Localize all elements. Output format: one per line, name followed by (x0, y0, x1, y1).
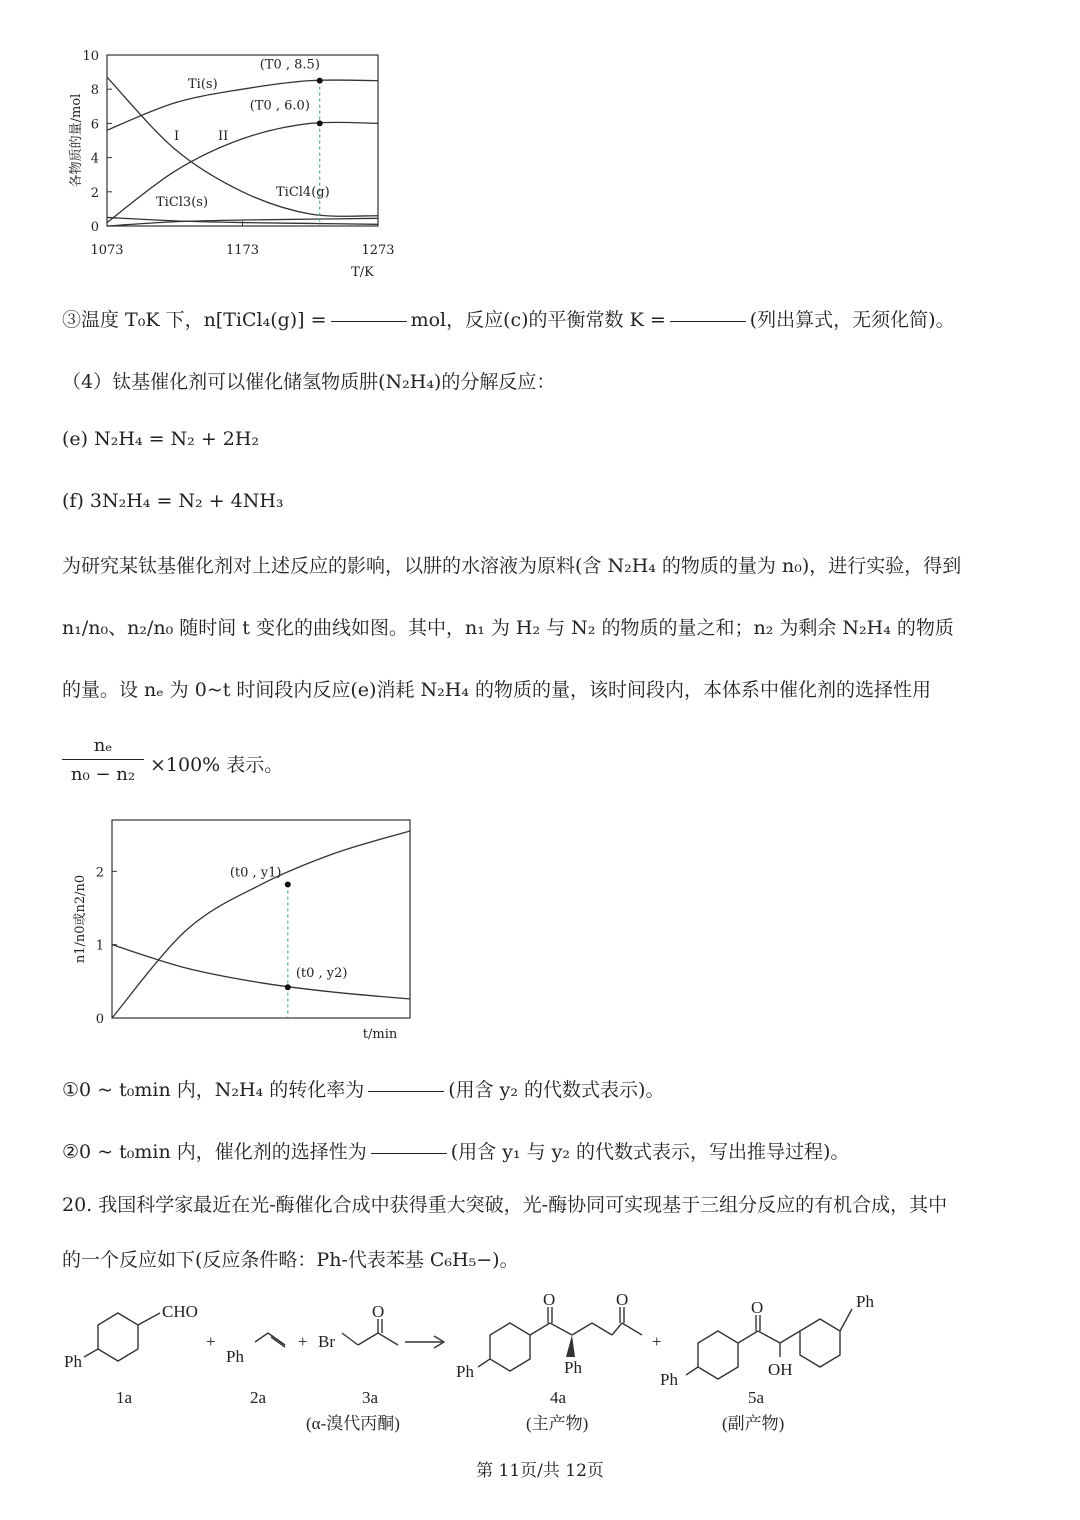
note-3a: (α-溴代丙酮) (306, 1414, 400, 1433)
y-axis-label: 各物质的量/mol (69, 93, 84, 188)
x-tick-label: 1073 (90, 243, 124, 258)
annotation: (T0 , 8.5) (259, 57, 320, 73)
s1-text: ①0 ~ t₀min 内，N₂H₄ 的转化率为 (62, 1079, 365, 1101)
reaction-scheme (0, 1285, 1080, 1445)
note-5a: (副产物) (722, 1414, 785, 1433)
benzene-ring-5a-right (800, 1319, 840, 1367)
q3-unit: mol，反应(c)的平衡常数 K = (410, 309, 666, 331)
label-4a: 4a (550, 1388, 567, 1407)
s2-text: ②0 ~ t₀min 内，催化剂的选择性为 (62, 1141, 367, 1163)
question-3-line (62, 305, 955, 332)
q3-text: ③温度 T₀K 下，n[TiCl₄(g)] = (62, 309, 327, 331)
annotation: I (174, 129, 180, 144)
oh-label: OH (768, 1360, 793, 1379)
fraction-tail: ×100% 表示。 (150, 754, 284, 776)
annotation: (T0 , 6.0) (249, 98, 310, 114)
answer-blank[interactable] (331, 320, 407, 322)
fraction-numerator: nₑ (62, 735, 144, 760)
annotation: II (218, 129, 229, 144)
selectivity-fraction (62, 735, 144, 785)
answer-blank[interactable] (368, 1090, 444, 1092)
label-2a: 2a (250, 1388, 267, 1407)
benzene-ring-5a-left (698, 1331, 738, 1379)
ph-label-4a-2: Ph (564, 1358, 582, 1377)
sub-question-2 (62, 1137, 849, 1164)
x-axis-label: t/min (362, 1027, 398, 1042)
o-label-4a-2: O (616, 1290, 629, 1309)
y-axis-label: n1/n0或n2/n0 (73, 874, 88, 964)
y-tick-label: 0 (95, 1012, 104, 1027)
y-tick-label: 8 (90, 83, 99, 99)
q3-tail: (列出算式，无须化简)。 (749, 309, 955, 331)
stereo-wedge (566, 1335, 575, 1357)
annotation: TiCl4(g) (276, 185, 330, 200)
paragraph-line-1: 为研究某钛基催化剂对上述反应的影响，以肼的水溶液为原料(含 N₂H₄ 的物质的量为 n₀)，进行实验，得到 (62, 555, 962, 577)
paragraph-line-2: n₁/n₀、n₂/n₀ 随时间 t 变化的曲线如图。其中，n₁ 为 H₂ 与 N₂ 的物质的量之和；n₂ 为剩余 N₂H₄ 的物质 (62, 617, 954, 639)
ph-label-1a: Ph (64, 1352, 82, 1371)
y-tick-label: 6 (90, 117, 99, 133)
br-label: Br (318, 1332, 335, 1351)
question-20-line-1: 20. 我国科学家最近在光-酶催化合成中获得重大突破，光-酶协同可实现基于三组分反应的有机合成，其中 (62, 1194, 948, 1216)
ph-label-5a-2: Ph (856, 1292, 874, 1311)
annotation: TiCl3(s) (156, 195, 209, 210)
x-tick-label: 1173 (225, 243, 260, 258)
ph-label-2a: Ph (226, 1347, 244, 1366)
y-tick-label: 4 (90, 151, 99, 167)
o-label-5a: O (751, 1298, 764, 1317)
ph-label-5a: Ph (660, 1370, 678, 1389)
answer-blank[interactable] (371, 1152, 447, 1154)
benzene-ring-1a (98, 1313, 138, 1361)
y-tick-label: 1 (95, 938, 104, 954)
y-tick-label: 10 (82, 49, 99, 64)
data-point (317, 120, 323, 126)
label-1a: 1a (116, 1388, 133, 1407)
reaction-e: (e) N₂H₄ = N₂ + 2H₂ (62, 428, 260, 450)
annotation: (t0 , y1) (229, 865, 282, 881)
y-tick-label: 2 (95, 865, 104, 881)
series-line (112, 945, 410, 999)
s1-tail: (用含 y₂ 的代数式表示)。 (448, 1079, 665, 1101)
series-line (107, 122, 378, 222)
benzene-ring-4a (490, 1323, 530, 1371)
data-point (317, 78, 323, 84)
figure-1-equilibrium-chart (0, 0, 1080, 300)
data-point (285, 984, 291, 990)
sub-question-1 (62, 1075, 664, 1102)
plus-2: + (298, 1332, 308, 1351)
fraction-denominator: n₀ − n₂ (70, 764, 136, 785)
plot-frame (112, 820, 410, 1018)
plus-1: + (206, 1332, 216, 1351)
label-3a: 3a (362, 1388, 379, 1407)
o-label-3a: O (372, 1302, 385, 1321)
figure-2-ratio-chart (0, 800, 1080, 1060)
s2-tail: (用含 y₁ 与 y₂ 的代数式表示，写出推导过程)。 (450, 1141, 850, 1163)
note-4a: (主产物) (526, 1414, 589, 1433)
series-line (107, 77, 378, 216)
annotation: Ti(s) (188, 77, 218, 92)
o-label-4a-1: O (543, 1290, 556, 1309)
y-tick-label: 0 (90, 220, 99, 235)
data-point (285, 882, 291, 888)
page-footer: 第 11页/共 12页 (476, 1461, 604, 1481)
cho-label: CHO (162, 1302, 198, 1321)
ph-label-4a: Ph (456, 1362, 474, 1381)
x-axis-label: T/K (351, 265, 374, 280)
annotation: (t0 , y2) (295, 966, 348, 982)
question-4-intro: （4）钛基催化剂可以催化储氢物质肼(N₂H₄)的分解反应： (62, 371, 556, 393)
y-tick-label: 2 (90, 185, 99, 201)
answer-blank[interactable] (670, 320, 746, 322)
reaction-f: (f) 3N₂H₄ = N₂ + 4NH₃ (62, 490, 284, 512)
label-5a: 5a (748, 1388, 765, 1407)
paragraph-line-3: 的量。设 nₑ 为 0~t 时间段内反应(e)消耗 N₂H₄ 的物质的量，该时间段内，本体系中催化剂的选择性用 (62, 679, 931, 701)
plus-3: + (652, 1332, 662, 1351)
x-tick-label: 1273 (361, 243, 395, 258)
question-20-line-2: 的一个反应如下(反应条件略：Ph-代表苯基 C₆H₅−)。 (62, 1249, 519, 1271)
series-line (112, 831, 410, 1018)
